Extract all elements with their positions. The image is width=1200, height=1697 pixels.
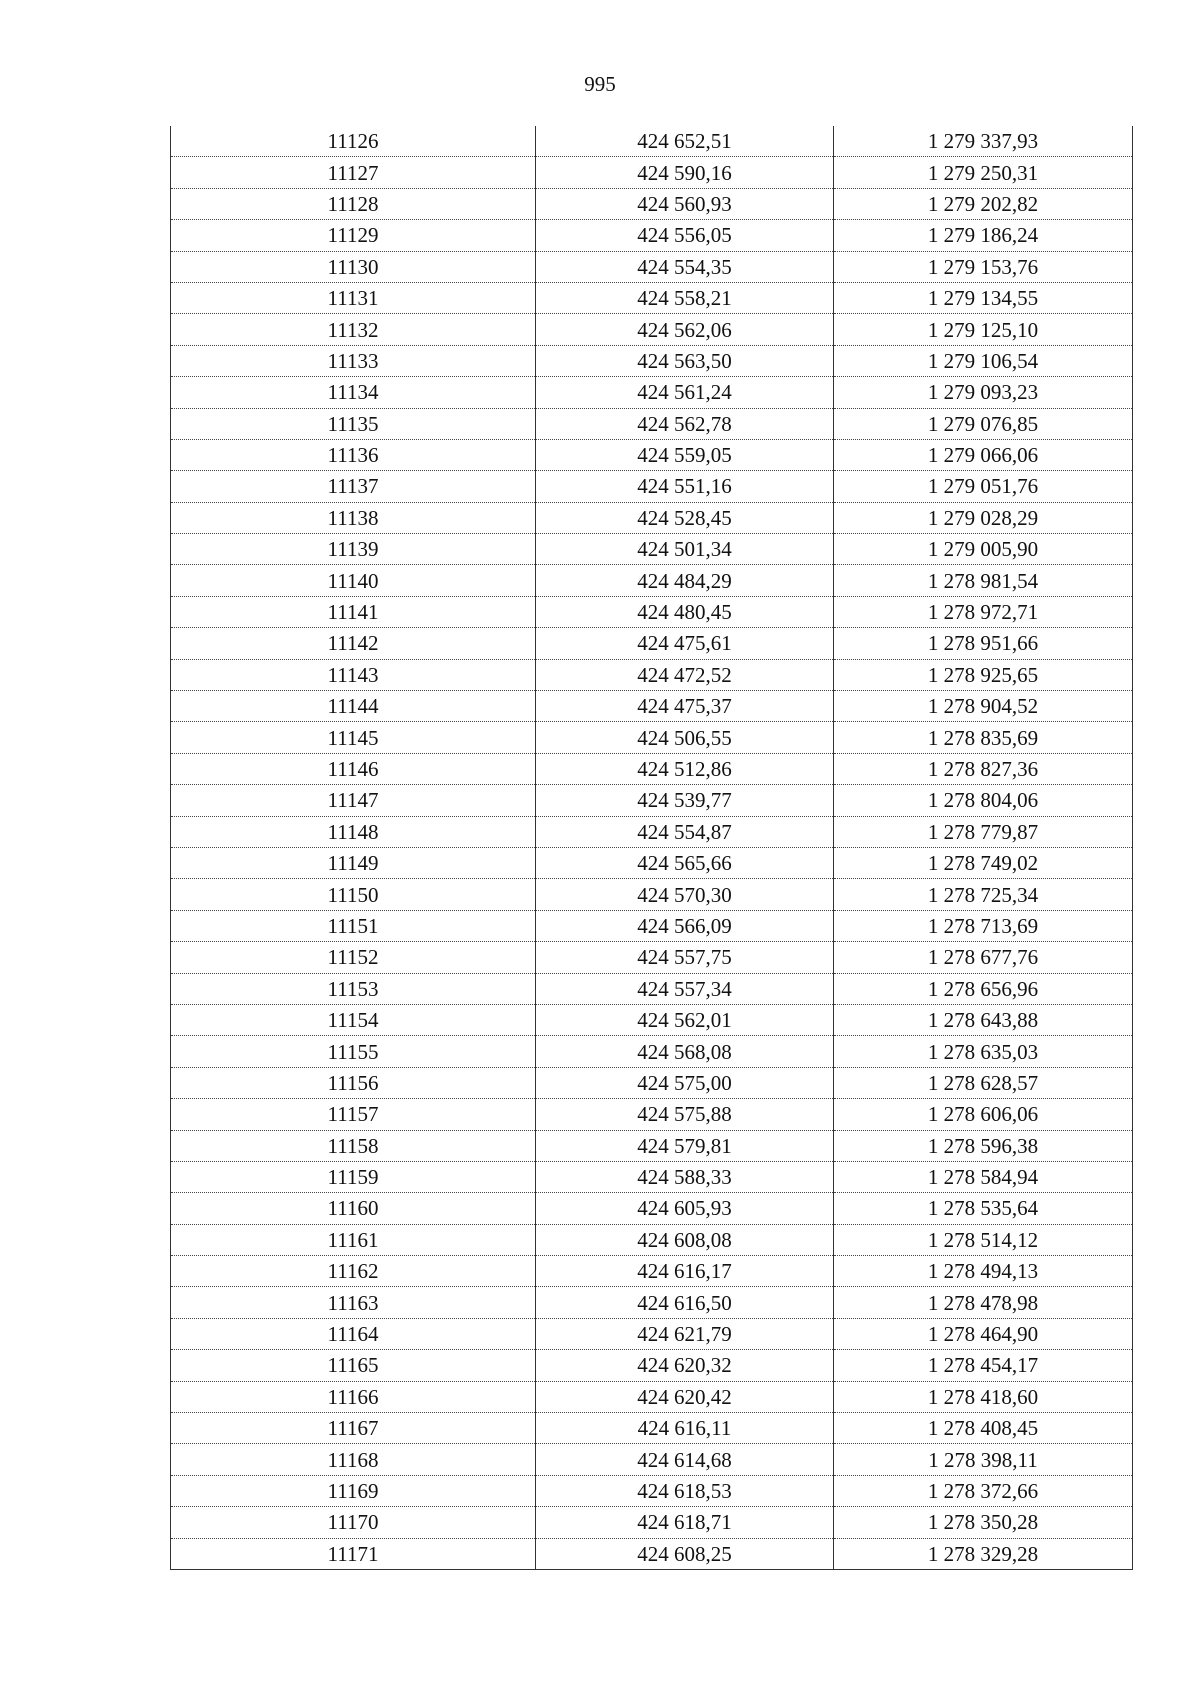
table-row (171, 691, 1133, 722)
point-number-cell: 11136 (171, 439, 536, 470)
table-row (171, 910, 1133, 941)
table-row (171, 377, 1133, 408)
y-coordinate-cell: 1 278 329,28 (834, 1538, 1133, 1569)
x-coordinate-cell: 424 484,29 (536, 565, 834, 596)
table-row (171, 439, 1133, 470)
y-coordinate-cell: 1 278 606,06 (834, 1099, 1133, 1130)
x-coordinate-cell: 424 560,93 (536, 188, 834, 219)
table-row (171, 220, 1133, 251)
point-number-cell: 11133 (171, 345, 536, 376)
x-coordinate-cell: 424 565,66 (536, 847, 834, 878)
y-coordinate-cell: 1 279 005,90 (834, 534, 1133, 565)
y-coordinate-cell: 1 278 628,57 (834, 1067, 1133, 1098)
table-row (171, 126, 1133, 157)
table-row (171, 847, 1133, 878)
x-coordinate-cell: 424 472,52 (536, 659, 834, 690)
y-coordinate-cell: 1 279 134,55 (834, 282, 1133, 313)
x-coordinate-cell: 424 575,88 (536, 1099, 834, 1130)
table-row (171, 1444, 1133, 1475)
x-coordinate-cell: 424 559,05 (536, 439, 834, 470)
table-row (171, 345, 1133, 376)
x-coordinate-cell: 424 568,08 (536, 1036, 834, 1067)
x-coordinate-cell: 424 621,79 (536, 1318, 834, 1349)
table-row (171, 1287, 1133, 1318)
point-number-cell: 11160 (171, 1193, 536, 1224)
y-coordinate-cell: 1 278 478,98 (834, 1287, 1133, 1318)
y-coordinate-cell: 1 279 250,31 (834, 157, 1133, 188)
point-number-cell: 11164 (171, 1318, 536, 1349)
y-coordinate-cell: 1 278 418,60 (834, 1381, 1133, 1412)
point-number-cell: 11157 (171, 1099, 536, 1130)
x-coordinate-cell: 424 561,24 (536, 377, 834, 408)
x-coordinate-cell: 424 566,09 (536, 910, 834, 941)
x-coordinate-cell: 424 556,05 (536, 220, 834, 251)
x-coordinate-cell: 424 608,08 (536, 1224, 834, 1255)
table-row (171, 1318, 1133, 1349)
table-row (171, 502, 1133, 533)
table-row (171, 1475, 1133, 1506)
y-coordinate-cell: 1 279 093,23 (834, 377, 1133, 408)
table-row (171, 1067, 1133, 1098)
point-number-cell: 11159 (171, 1161, 536, 1192)
table-row (171, 1130, 1133, 1161)
point-number-cell: 11132 (171, 314, 536, 345)
y-coordinate-cell: 1 278 904,52 (834, 691, 1133, 722)
point-number-cell: 11140 (171, 565, 536, 596)
y-coordinate-cell: 1 279 125,10 (834, 314, 1133, 345)
table-row (171, 879, 1133, 910)
point-number-cell: 11142 (171, 628, 536, 659)
table-row (171, 188, 1133, 219)
table-row (171, 1099, 1133, 1130)
point-number-cell: 11148 (171, 816, 536, 847)
y-coordinate-cell: 1 278 494,13 (834, 1256, 1133, 1287)
point-number-cell: 11166 (171, 1381, 536, 1412)
point-number-cell: 11147 (171, 785, 536, 816)
table-row (171, 251, 1133, 282)
table-row (171, 157, 1133, 188)
table-row (171, 282, 1133, 313)
table-row (171, 1381, 1133, 1412)
y-coordinate-cell: 1 278 804,06 (834, 785, 1133, 816)
y-coordinate-cell: 1 278 372,66 (834, 1475, 1133, 1506)
x-coordinate-cell: 424 554,87 (536, 816, 834, 847)
table-row (171, 1224, 1133, 1255)
y-coordinate-cell: 1 279 202,82 (834, 188, 1133, 219)
x-coordinate-cell: 424 616,11 (536, 1413, 834, 1444)
table-row (171, 785, 1133, 816)
y-coordinate-cell: 1 279 066,06 (834, 439, 1133, 470)
x-coordinate-cell: 424 616,50 (536, 1287, 834, 1318)
y-coordinate-cell: 1 278 408,45 (834, 1413, 1133, 1444)
y-coordinate-cell: 1 278 981,54 (834, 565, 1133, 596)
point-number-cell: 11162 (171, 1256, 536, 1287)
x-coordinate-cell: 424 512,86 (536, 753, 834, 784)
y-coordinate-cell: 1 278 643,88 (834, 1004, 1133, 1035)
y-coordinate-cell: 1 278 656,96 (834, 973, 1133, 1004)
point-number-cell: 11169 (171, 1475, 536, 1506)
table-row (171, 628, 1133, 659)
x-coordinate-cell: 424 563,50 (536, 345, 834, 376)
point-number-cell: 11154 (171, 1004, 536, 1035)
y-coordinate-cell: 1 278 535,64 (834, 1193, 1133, 1224)
table-row (171, 973, 1133, 1004)
table-row (171, 534, 1133, 565)
y-coordinate-cell: 1 278 454,17 (834, 1350, 1133, 1381)
point-number-cell: 11143 (171, 659, 536, 690)
table-row (171, 722, 1133, 753)
y-coordinate-cell: 1 278 635,03 (834, 1036, 1133, 1067)
y-coordinate-cell: 1 278 779,87 (834, 816, 1133, 847)
table-row (171, 1004, 1133, 1035)
x-coordinate-cell: 424 620,32 (536, 1350, 834, 1381)
x-coordinate-cell: 424 608,25 (536, 1538, 834, 1569)
y-coordinate-cell: 1 279 076,85 (834, 408, 1133, 439)
y-coordinate-cell: 1 279 028,29 (834, 502, 1133, 533)
x-coordinate-cell: 424 616,17 (536, 1256, 834, 1287)
x-coordinate-cell: 424 652,51 (536, 126, 834, 157)
point-number-cell: 11163 (171, 1287, 536, 1318)
y-coordinate-cell: 1 278 677,76 (834, 942, 1133, 973)
y-coordinate-cell: 1 279 186,24 (834, 220, 1133, 251)
point-number-cell: 11149 (171, 847, 536, 878)
x-coordinate-cell: 424 551,16 (536, 471, 834, 502)
y-coordinate-cell: 1 278 835,69 (834, 722, 1133, 753)
table-row (171, 565, 1133, 596)
table-row (171, 1193, 1133, 1224)
y-coordinate-cell: 1 278 827,36 (834, 753, 1133, 784)
point-number-cell: 11134 (171, 377, 536, 408)
x-coordinate-cell: 424 579,81 (536, 1130, 834, 1161)
x-coordinate-cell: 424 588,33 (536, 1161, 834, 1192)
point-number-cell: 11156 (171, 1067, 536, 1098)
table-row (171, 753, 1133, 784)
x-coordinate-cell: 424 480,45 (536, 596, 834, 627)
x-coordinate-cell: 424 475,37 (536, 691, 834, 722)
x-coordinate-cell: 424 562,01 (536, 1004, 834, 1035)
coordinates-table-body (171, 126, 1133, 1569)
y-coordinate-cell: 1 278 972,71 (834, 596, 1133, 627)
point-number-cell: 11144 (171, 691, 536, 722)
point-number-cell: 11130 (171, 251, 536, 282)
table-row (171, 816, 1133, 847)
point-number-cell: 11135 (171, 408, 536, 439)
x-coordinate-cell: 424 557,75 (536, 942, 834, 973)
y-coordinate-cell: 1 279 106,54 (834, 345, 1133, 376)
point-number-cell: 11170 (171, 1507, 536, 1538)
table-row (171, 1538, 1133, 1569)
y-coordinate-cell: 1 278 584,94 (834, 1161, 1133, 1192)
point-number-cell: 11153 (171, 973, 536, 1004)
table-row (171, 1350, 1133, 1381)
x-coordinate-cell: 424 590,16 (536, 157, 834, 188)
table-row (171, 1161, 1133, 1192)
point-number-cell: 11145 (171, 722, 536, 753)
point-number-cell: 11129 (171, 220, 536, 251)
x-coordinate-cell: 424 539,77 (536, 785, 834, 816)
table-row (171, 1256, 1133, 1287)
point-number-cell: 11167 (171, 1413, 536, 1444)
point-number-cell: 11141 (171, 596, 536, 627)
x-coordinate-cell: 424 562,06 (536, 314, 834, 345)
y-coordinate-cell: 1 279 153,76 (834, 251, 1133, 282)
table-row (171, 471, 1133, 502)
table-row (171, 408, 1133, 439)
y-coordinate-cell: 1 278 725,34 (834, 879, 1133, 910)
y-coordinate-cell: 1 278 398,11 (834, 1444, 1133, 1475)
y-coordinate-cell: 1 278 749,02 (834, 847, 1133, 878)
table-row (171, 1507, 1133, 1538)
y-coordinate-cell: 1 279 337,93 (834, 126, 1133, 157)
y-coordinate-cell: 1 278 514,12 (834, 1224, 1133, 1255)
point-number-cell: 11138 (171, 502, 536, 533)
y-coordinate-cell: 1 278 713,69 (834, 910, 1133, 941)
point-number-cell: 11146 (171, 753, 536, 784)
point-number-cell: 11168 (171, 1444, 536, 1475)
point-number-cell: 11152 (171, 942, 536, 973)
point-number-cell: 11139 (171, 534, 536, 565)
x-coordinate-cell: 424 618,53 (536, 1475, 834, 1506)
x-coordinate-cell: 424 501,34 (536, 534, 834, 565)
table-row (171, 942, 1133, 973)
point-number-cell: 11151 (171, 910, 536, 941)
point-number-cell: 11137 (171, 471, 536, 502)
y-coordinate-cell: 1 278 464,90 (834, 1318, 1133, 1349)
x-coordinate-cell: 424 614,68 (536, 1444, 834, 1475)
coordinates-table (170, 126, 1133, 1570)
point-number-cell: 11128 (171, 188, 536, 219)
x-coordinate-cell: 424 605,93 (536, 1193, 834, 1224)
point-number-cell: 11131 (171, 282, 536, 313)
x-coordinate-cell: 424 554,35 (536, 251, 834, 282)
point-number-cell: 11158 (171, 1130, 536, 1161)
point-number-cell: 11126 (171, 126, 536, 157)
point-number-cell: 11161 (171, 1224, 536, 1255)
point-number-cell: 11165 (171, 1350, 536, 1381)
point-number-cell: 11171 (171, 1538, 536, 1569)
point-number-cell: 11127 (171, 157, 536, 188)
table-row (171, 659, 1133, 690)
y-coordinate-cell: 1 278 925,65 (834, 659, 1133, 690)
table-row (171, 1036, 1133, 1067)
x-coordinate-cell: 424 528,45 (536, 502, 834, 533)
y-coordinate-cell: 1 278 596,38 (834, 1130, 1133, 1161)
page-number: 995 (584, 72, 616, 96)
x-coordinate-cell: 424 558,21 (536, 282, 834, 313)
point-number-cell: 11155 (171, 1036, 536, 1067)
y-coordinate-cell: 1 279 051,76 (834, 471, 1133, 502)
x-coordinate-cell: 424 506,55 (536, 722, 834, 753)
table-row (171, 314, 1133, 345)
x-coordinate-cell: 424 475,61 (536, 628, 834, 659)
x-coordinate-cell: 424 570,30 (536, 879, 834, 910)
table-row (171, 596, 1133, 627)
table-row (171, 1413, 1133, 1444)
x-coordinate-cell: 424 562,78 (536, 408, 834, 439)
x-coordinate-cell: 424 557,34 (536, 973, 834, 1004)
point-number-cell: 11150 (171, 879, 536, 910)
x-coordinate-cell: 424 620,42 (536, 1381, 834, 1412)
x-coordinate-cell: 424 618,71 (536, 1507, 834, 1538)
y-coordinate-cell: 1 278 350,28 (834, 1507, 1133, 1538)
y-coordinate-cell: 1 278 951,66 (834, 628, 1133, 659)
x-coordinate-cell: 424 575,00 (536, 1067, 834, 1098)
